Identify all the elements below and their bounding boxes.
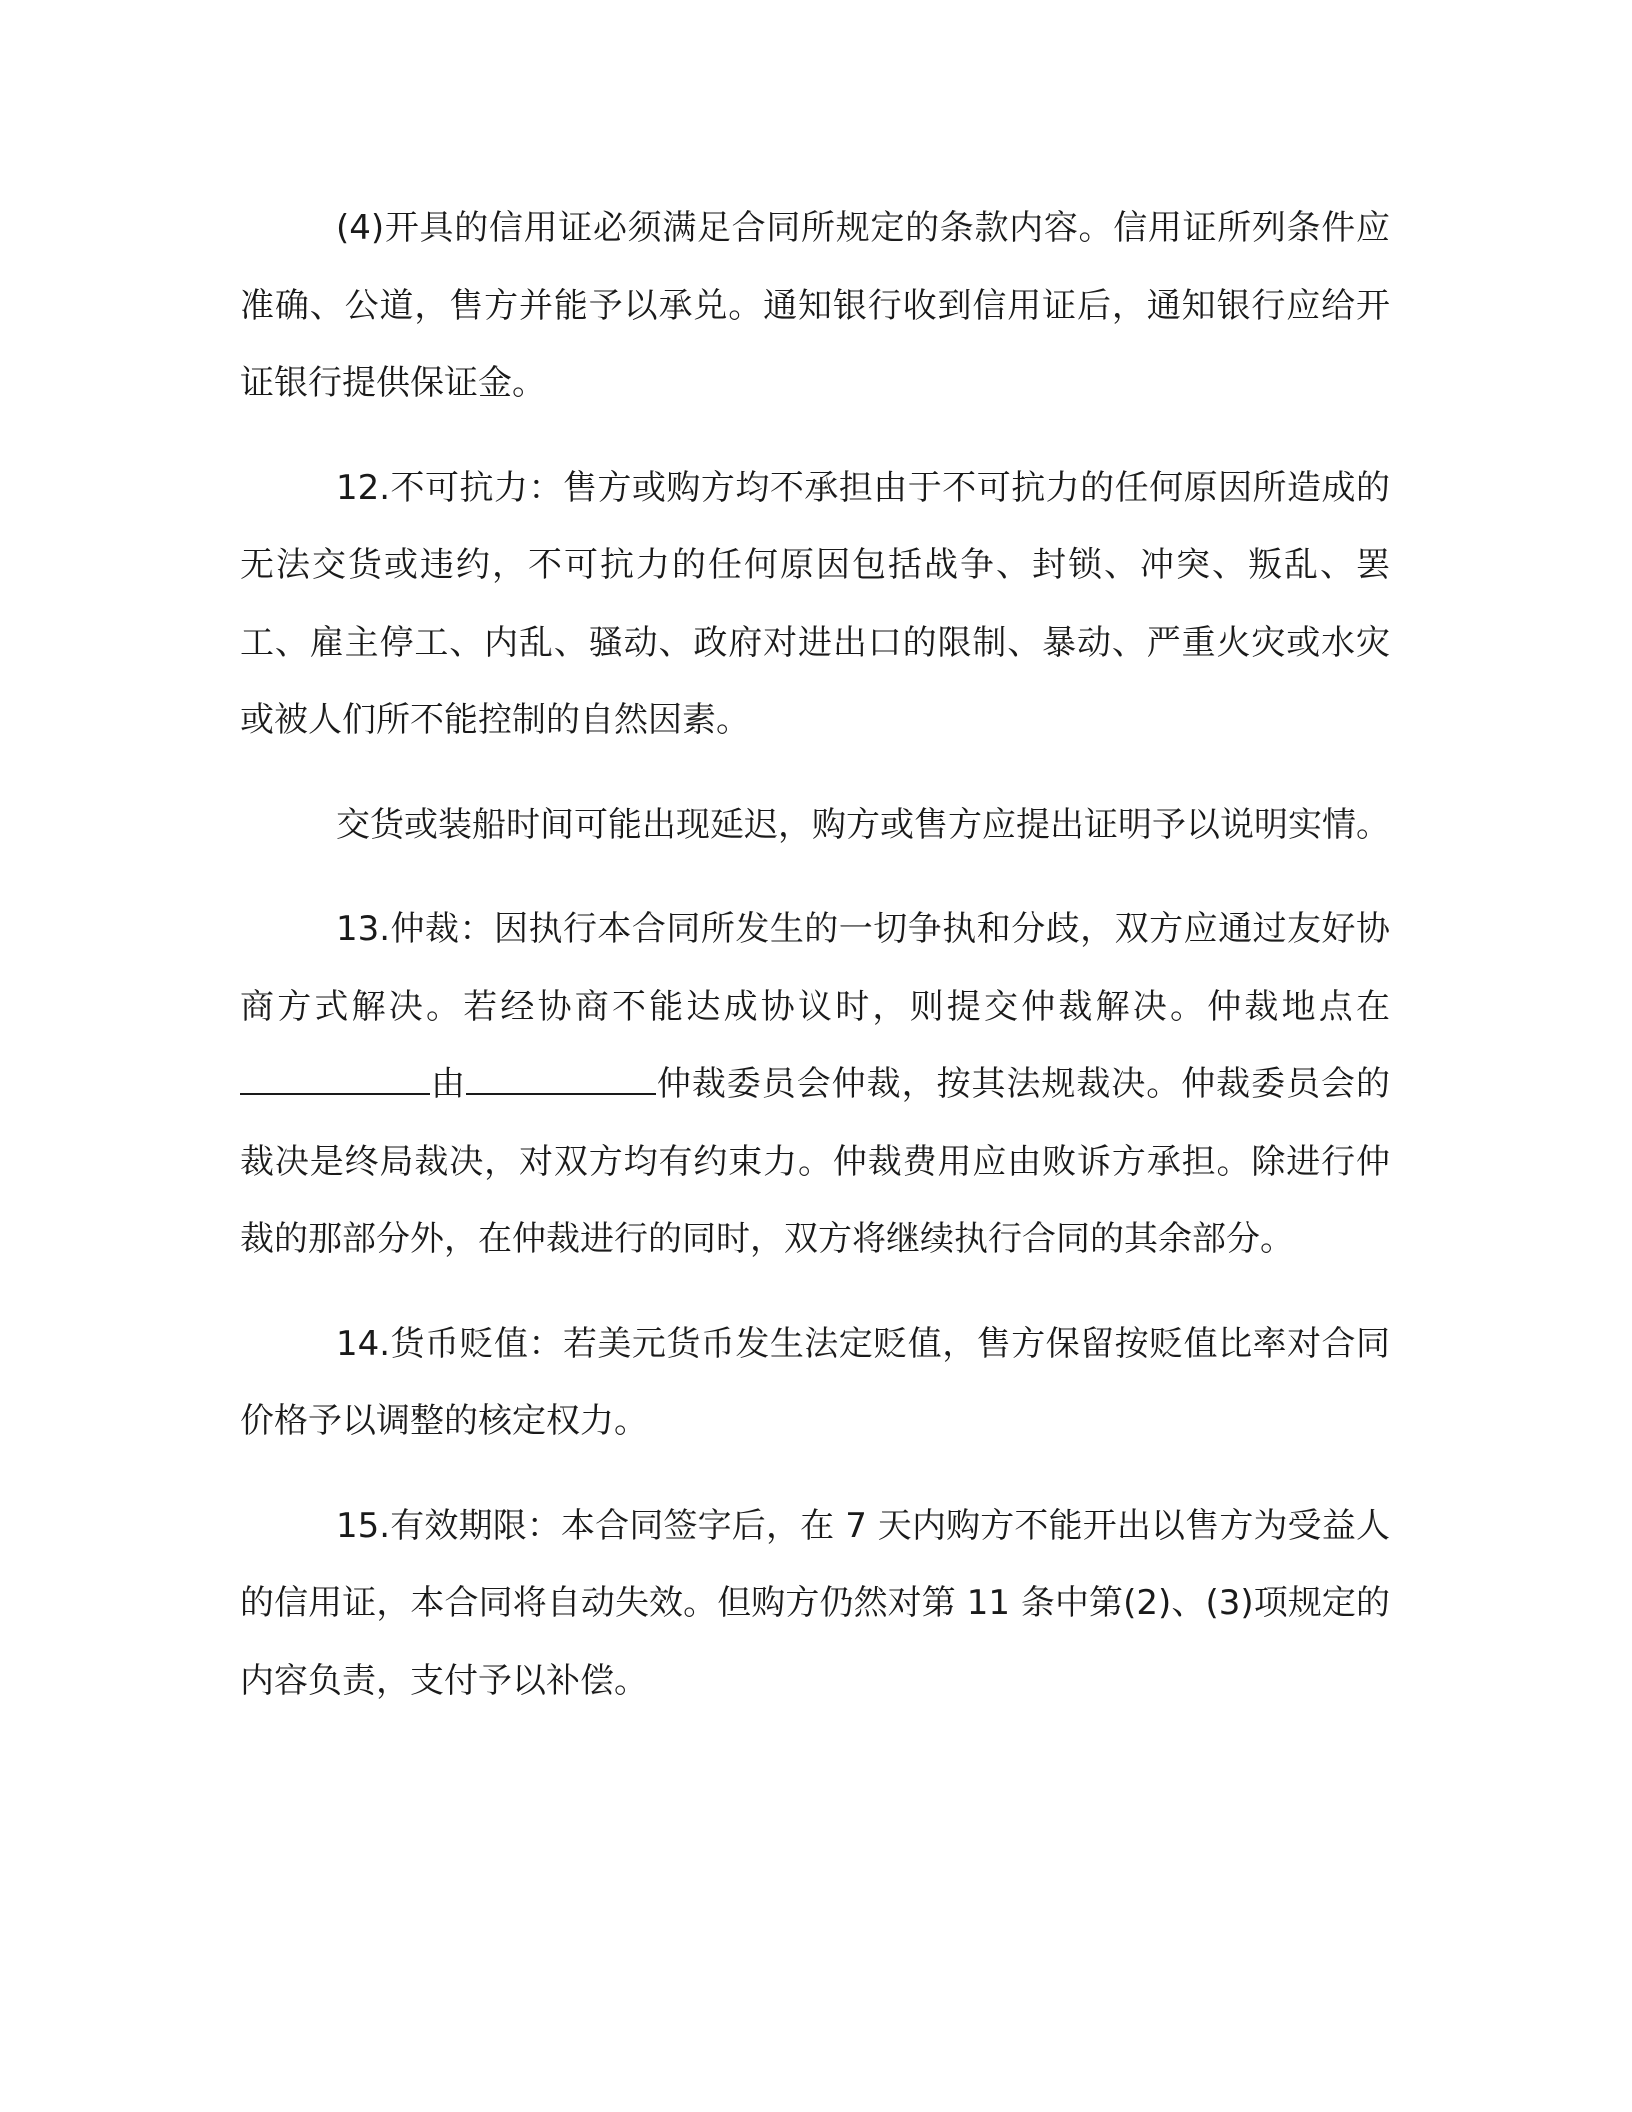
paragraph-force-majeure: 12.不可抗力：售方或购方均不承担由于不可抗力的任何原因所造成的无法交货或违约，不可抗力的任何原因包括战争、封锁、冲突、叛乱、罢工、雇主停工、内乱、骚动、政府对进出口的限制、暴动、严重火灾或水灾或被人们所不能控制的自然因素。: [240, 467, 1390, 740]
arbitration-text-part-1: 13.仲裁：因执行本合同所发生的一切争执和分歧，双方应通过友好协商方式解决。若经协商不能达成协议时，则提交仲裁解决。仲裁地点在: [240, 909, 1390, 1027]
arbitration-text-part-3: 仲裁委员会仲裁，按其法规裁决。仲裁委员会的裁决是终局裁决，对双方均有约束力。仲裁费用应由败诉方承担。除进行仲裁的那部分外，在仲裁进行的同时，双方将继续执行合同的其余部分。: [240, 1064, 1391, 1259]
paragraph-currency-devaluation: 14.货币贬值：若美元货币发生法定贬值，售方保留按贬值比率对合同价格予以调整的核定权力。: [240, 1323, 1390, 1441]
arbitration-committee-blank: [466, 1063, 656, 1095]
document-body: [240, 190, 1390, 1747]
paragraph-delivery-delay: 交货或装船时间可能出现延迟，购方或售方应提出证明予以说明实情。: [336, 804, 1390, 845]
paragraph-arbitration: [240, 891, 1390, 1279]
paragraph-validity-period: 15.有效期限：本合同签字后，在 7 天内购方不能开出以售方为受益人的信用证，本合同将自动失效。但购方仍然对第 11 条中第(2)、(3)项规定的内容负责，支付予以补偿。: [240, 1505, 1390, 1701]
arbitration-place-blank: [240, 1063, 430, 1095]
paragraph-letter-of-credit-item-4: (4)开具的信用证必须满足合同所规定的条款内容。信用证所列条件应准确、公道，售方并能予以承兑。通知银行收到信用证后，通知银行应给开证银行提供保证金。: [240, 208, 1390, 403]
arbitration-text-part-2: 由: [430, 1064, 466, 1104]
